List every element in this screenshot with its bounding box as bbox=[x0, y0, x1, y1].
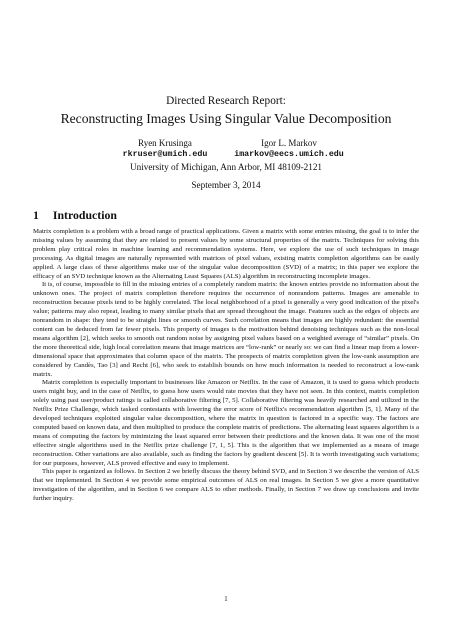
paragraph: Matrix completion is a problem with a broad range of practical applications. Given a matrix with some entries missing, the goal is to infer the missing values by assuming that they are related to present values by some structural properties of the matrix. Techniques for solving this problem play critical roles in machine learning and recommendation systems. Here, we explore the use of such techniques in image processing. As digital images are naturally represented with matrices of pixel values, existing matrix completion algorithms can be easily applied. A large class of these algorithms make use of the singular value decomposition (SVD) of a matrix; in this paper we explore the efficacy of an SVD technique known as the Alternating Least Squares (ALS) algorithm in reconstructing incomplete images. bbox=[33, 228, 419, 280]
author-name: Ryen Krusinga bbox=[138, 138, 192, 148]
section-body bbox=[33, 228, 419, 504]
author-email: rkruser@umich.edu bbox=[122, 150, 208, 159]
page-number: 1 bbox=[224, 596, 228, 603]
section-title: Introduction bbox=[52, 208, 117, 222]
paragraph: Matrix completion is especially important to businesses like Amazon or Netflix. In the case of Amazon, it is used to guess which products users might buy, and in the case of Netflix, to guess how users would rate movies that they have not seen. In this context, matrix completion solely using past user/product ratings is called collaborative filtering [7, 5]. Collaborative filtering was heavily researched and utilized in the Netflix Prize Challenge, which tasked contestants with lowering the error score of Netflix's recommendation algorithm [5, 1]. Many of the developed techniques exploited singular value decomposition, where the matrix in question is factored in a specific way. The factors are computed based on known data, and then multiplied to produce the complete matrix of predictions. The alternating least squares algorithm is a means of computing the factors by minimizing the least squared error between their predictions and the known data. It was one of the most effective single algorithms used in the Netflix prize challenge [7, 1, 5]. This is the algorithm that we implemented as a means of image reconstruction. Other variations are also available, such as finding the factors by gradient descent [5]. It is worth investigating such variations; for our purposes, however, ALS proved effective and easy to implement. bbox=[33, 379, 419, 467]
publication-date: September 3, 2014 bbox=[191, 180, 261, 190]
affiliation: University of Michigan, Ann Arbor, MI 48109-2121 bbox=[129, 162, 323, 172]
title-block bbox=[0, 95, 452, 128]
author-1 bbox=[110, 138, 220, 160]
paper-title: Reconstructing Images Using Singular Value Decomposition bbox=[60, 111, 392, 126]
report-type-title: Directed Research Report: bbox=[166, 95, 286, 107]
paragraph: This paper is organized as follows. In Section 2 we briefly discuss the theory behind SVD, and in Section 3 we describe the version of ALS that we implemented. In Section 4 we provide some empirical outcomes of ALS on real images. In Section 5 we give a more quantitative investigation of the algorithm, and in Section 6 we compare ALS to other methods. Finally, in Section 7 we draw up conclusions and invite further inquiry. bbox=[33, 468, 419, 503]
author-name: Igor L. Markov bbox=[261, 138, 317, 148]
author-email: imarkov@eecs.umich.edu bbox=[234, 150, 344, 159]
section-heading bbox=[33, 208, 117, 223]
author-2 bbox=[230, 138, 348, 160]
section-number: 1 bbox=[33, 208, 39, 222]
paragraph: It is, of course, impossible to fill in the missing entries of a completely random matrix: the known entries provide no information about the unknown ones. The project of matrix completion therefore requires the occurrence of nonrandom patterns. Images are amenable to reconstruction because pixels tend to be highly correlated. The local neighborhood of a pixel is generally a very good indication of the pixel's value; patterns may also repeat, leading to many similar pixels that are spread throughout the image. Features such as the edges of objects are nonrandom in shape: they tend to be straight lines or smooth curves. Such correlation means that images are highly redundant: the essential content can be deduced from far fewer pixels. This property of images is the motivation behind denoising techniques such as the non-local means algorithm [2], which seeks to smooth out random noise by assigning pixel values based on a weighted average of “similar” pixels. On the more theoretical side, high local correlation means that image matrices are “low-rank” or nearly so: we can find a linear map from a lower-dimensional space that approximates that column space of the matrix. The prospects of matrix completion given the low-rank assumption are considered by Candès, Tao [3] and Recht [6], who seek to establish bounds on how much information is needed to reconstruct a low-rank matrix. bbox=[33, 281, 419, 378]
